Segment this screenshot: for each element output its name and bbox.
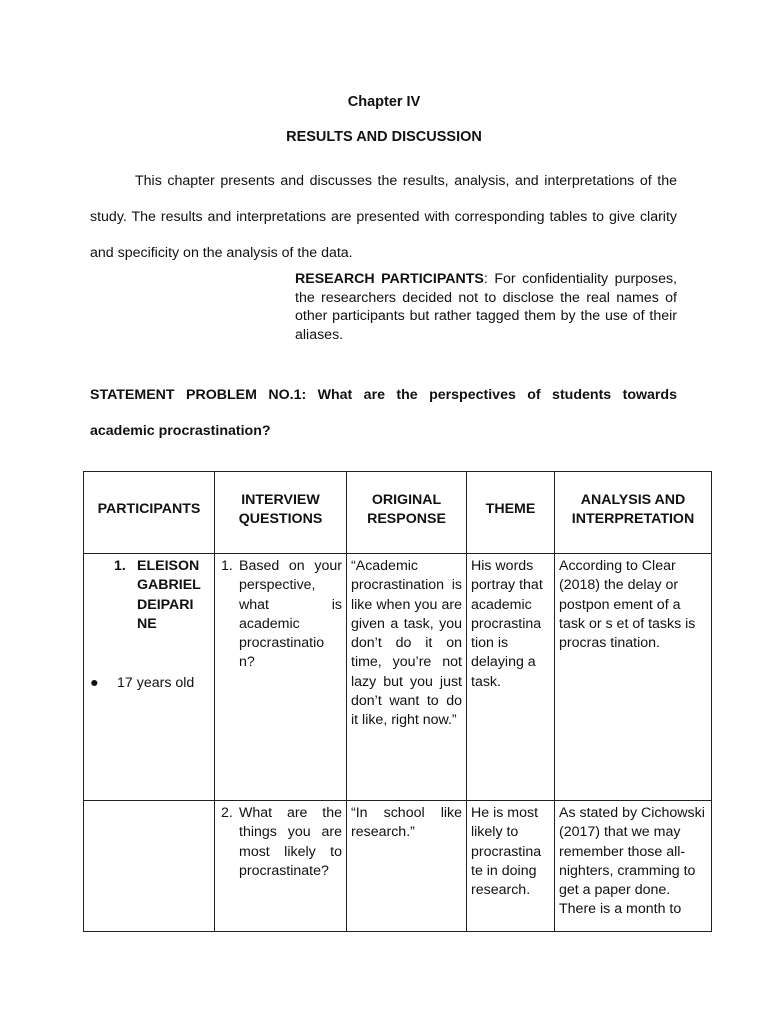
header-original-response: ORIGINAL RESPONSE	[347, 472, 467, 554]
research-participants-label: RESEARCH PARTICIPANTS	[295, 271, 484, 287]
table-row	[84, 801, 712, 932]
participant-age	[84, 674, 214, 693]
response-cell	[347, 801, 467, 932]
table-header-row	[84, 472, 712, 554]
analysis-cell	[555, 554, 712, 801]
participant-name	[84, 554, 214, 634]
response-text: “Academic procrastination is like when you are given a task, you don’t do it on time, you’re not lazy but you just don’t want to do it like, right now.”	[351, 558, 462, 729]
intro-paragraph: This chapter presents and discusses the results, analysis, and interpretations of the study. The results and interpretations are presented with corresponding tables to give clarity and specificity on the analysis of the data.	[90, 173, 677, 261]
analysis-text: According to Clear (2018) the delay or postpon ement of a task or s et of tasks is procras tination.	[559, 558, 696, 652]
theme-text: His words portray that academic procrastina tion is delaying a task.	[471, 558, 543, 690]
participant-name-line: DEIPARI	[137, 596, 194, 613]
participant-cell	[84, 554, 215, 801]
table-row	[84, 554, 712, 801]
participant-name-line: ELEISON	[137, 558, 200, 574]
participant-age-text: 17 years old	[117, 675, 195, 692]
participant-name-line: GABRIEL	[137, 577, 201, 594]
question-cell	[215, 801, 347, 932]
header-interview-questions: INTERVIEW QUESTIONS	[215, 472, 347, 554]
statement-problem: STATEMENT PROBLEM NO.1: What are the perspectives of students towards academic procrastination?	[90, 387, 677, 439]
research-participants-text: : For confidentiality purposes, the researchers decided not to disclose the real names of other participants but rather tagged them by the use of their aliases.	[295, 271, 677, 343]
question-cell	[215, 554, 347, 801]
results-table	[83, 471, 712, 932]
question-number: 2.	[221, 805, 233, 821]
section-title: RESULTS AND DISCUSSION	[286, 129, 482, 145]
theme-cell	[467, 554, 555, 801]
header-participants: PARTICIPANTS	[84, 472, 215, 554]
chapter-title: Chapter IV	[347, 94, 421, 110]
theme-text: He is most likely to procrastina te in doing research.	[471, 805, 542, 899]
response-text: “In school like research.”	[351, 805, 462, 841]
header-theme: THEME	[467, 472, 555, 554]
header-analysis: ANALYSIS AND INTERPRETATION	[555, 472, 712, 554]
analysis-cell	[555, 801, 712, 932]
theme-cell	[467, 801, 555, 932]
research-participants-paragraph	[295, 270, 677, 344]
participant-cell	[84, 801, 215, 932]
response-cell	[347, 554, 467, 801]
question-text: What are the things you are most likely to procrastinate?	[239, 805, 342, 879]
question-number: 1.	[221, 558, 233, 574]
question-text: Based on your perspective, what is academic procrastinatio n?	[239, 558, 342, 671]
bullet-icon: ●	[90, 675, 99, 692]
analysis-text: As stated by Cichowski (2017) that we may remember those all-nighters, cramming to get a paper done. There is a month to	[559, 805, 705, 918]
participant-name-line: NE	[137, 615, 157, 632]
participant-number: 1.	[114, 558, 126, 574]
